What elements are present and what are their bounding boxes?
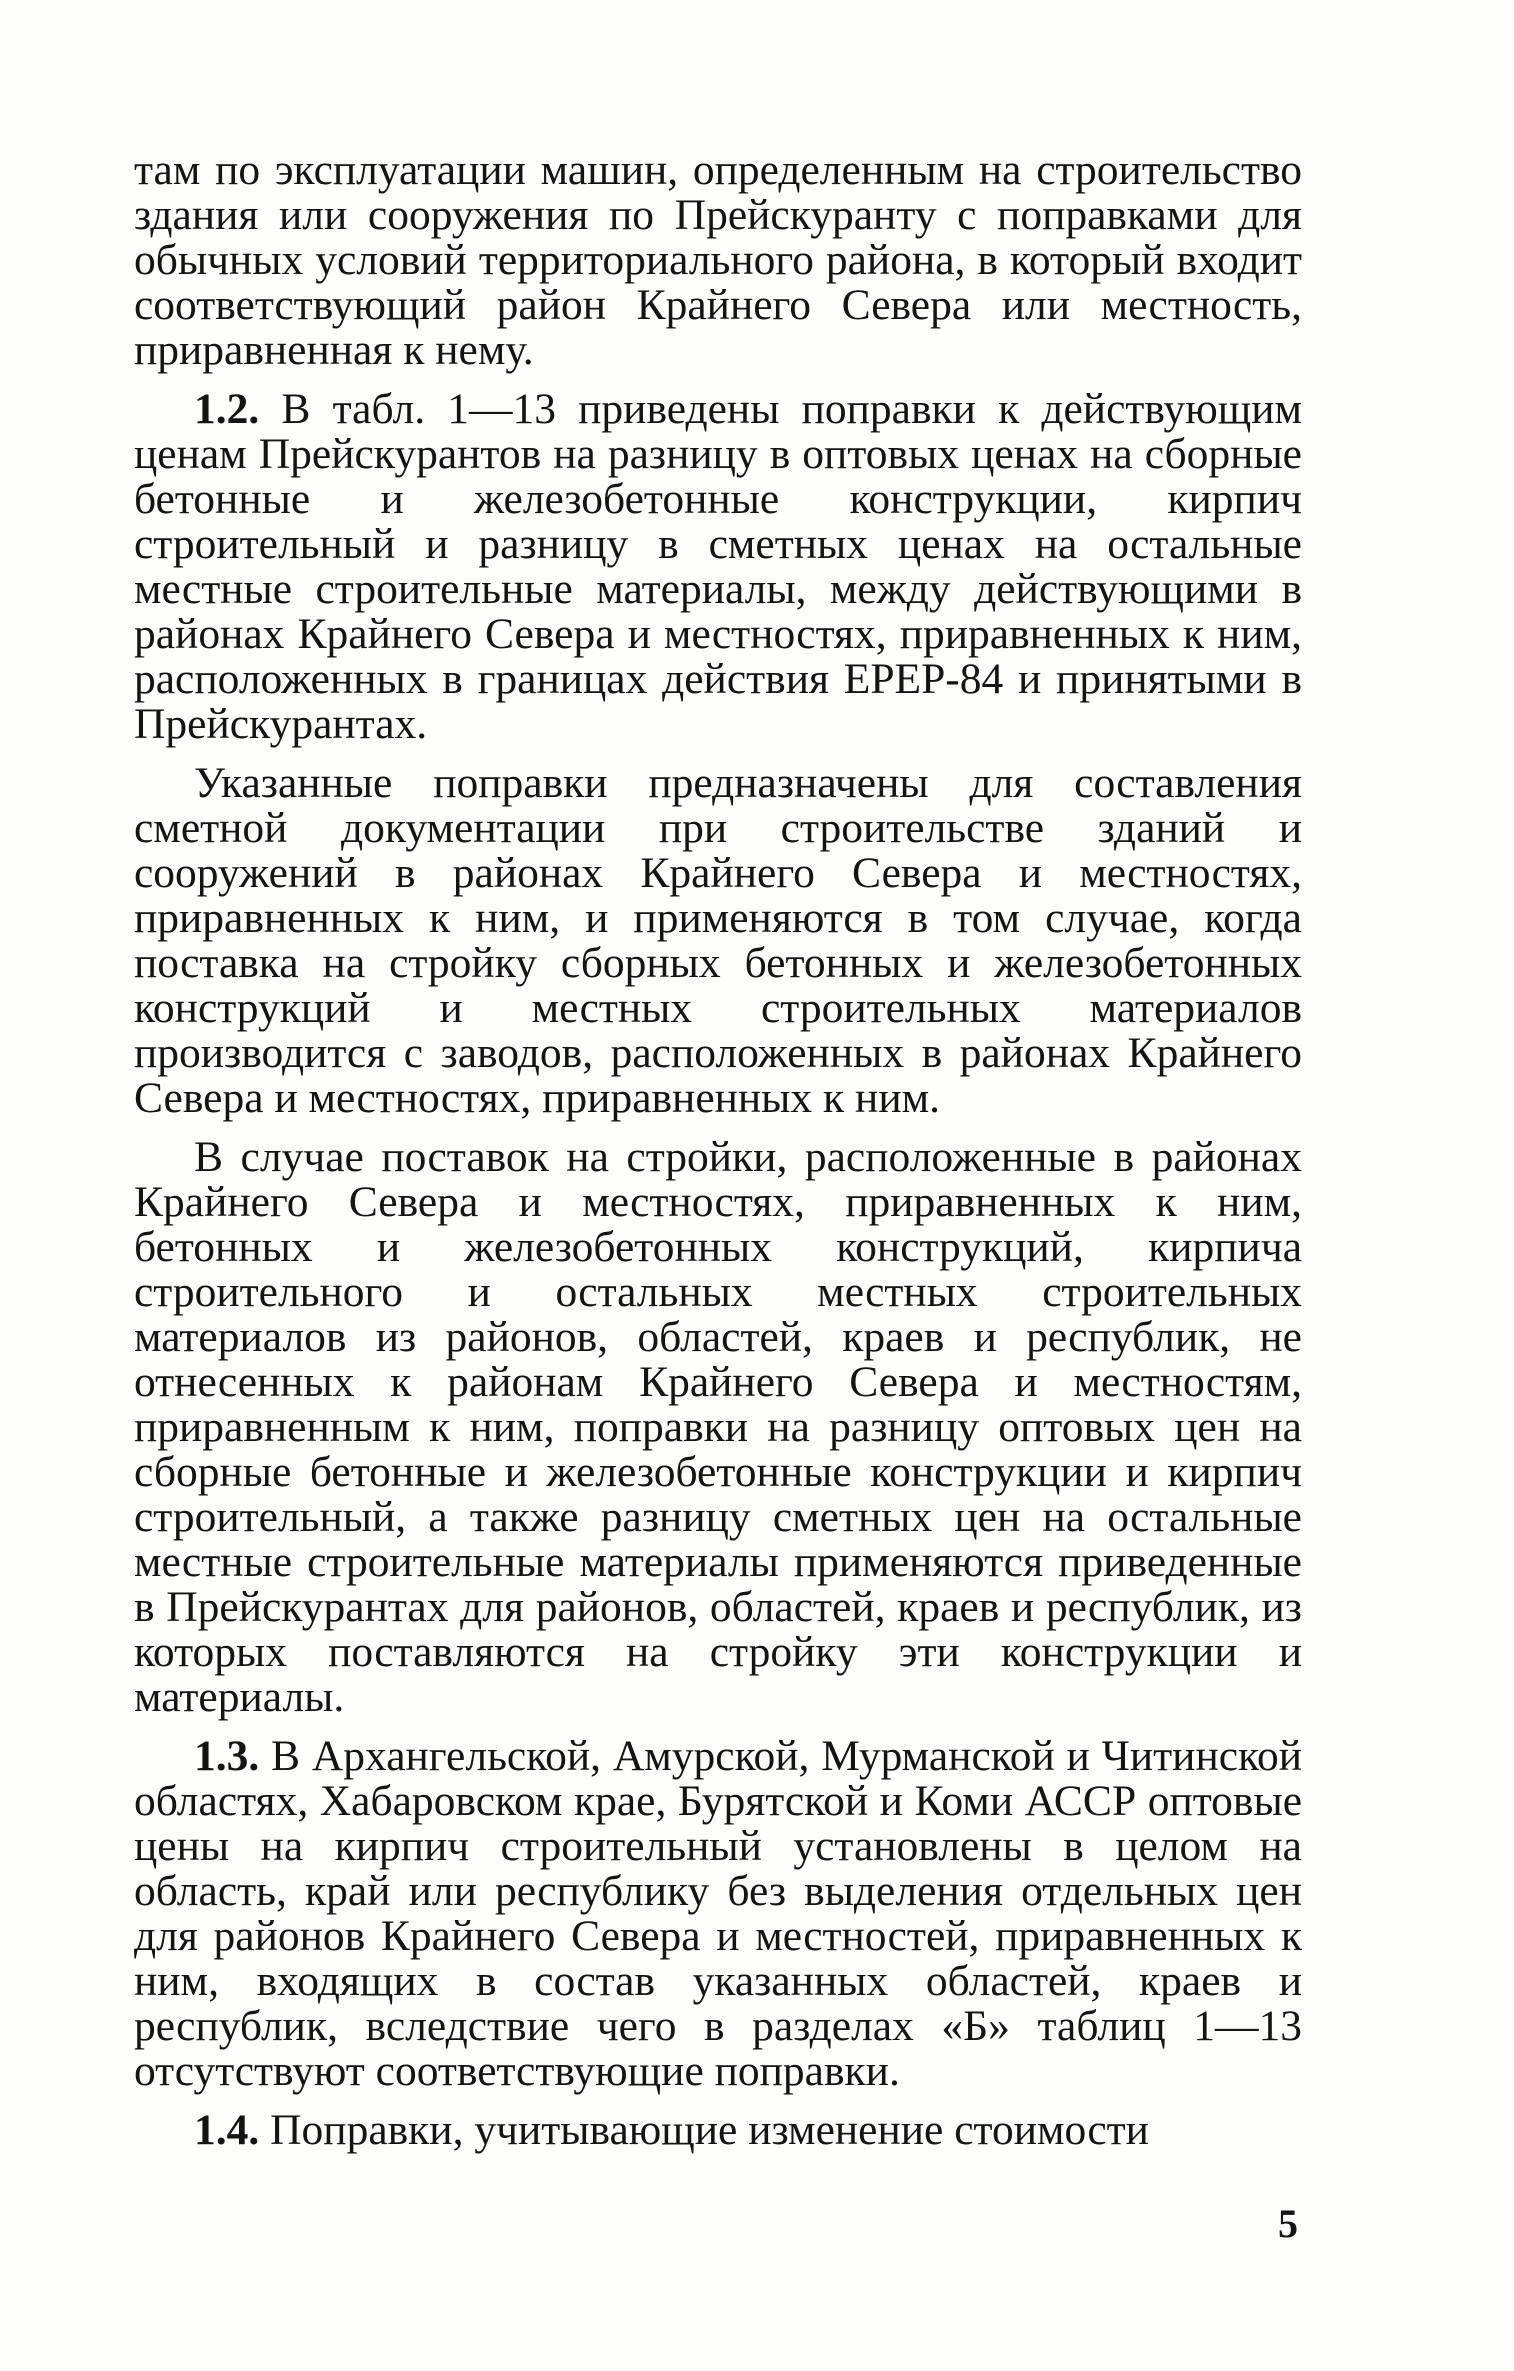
paragraph-purpose — [134, 761, 1302, 1121]
body-text — [134, 148, 1302, 2153]
paragraph-text: В табл. 1—13 приведены поправки к действующим ценам Прейскурантов на разницу в оптовых ценах на сборные бетонные и железобетонные конструкции, кирпич строительный и разницу в сметных ценах на остальные местные строительные материалы, между действующими в районах Крайнего Севера и местностях, приравненных к ним, расположенных в границах действия ЕРЕР-84 и принятыми в Прейскурантах. — [134, 385, 1302, 748]
page-number: 5 — [1278, 2201, 1298, 2246]
paragraph-continuation — [134, 148, 1302, 373]
clause-number: 1.4. — [194, 2106, 260, 2154]
paragraph-text: там по эксплуатации машин, определенным на строительство здания или сооружения по Прейскуранту с поправками для обычных условий территориального района, в который входит соответствующий район Крайнего Севера или местность, приравненная к нему. — [134, 146, 1302, 374]
paragraph-text: В Архангельской, Амурской, Мурманской и Читинской областях, Хабаровском крае, Бурятской и Коми АССР оптовые цены на кирпич строительный установлены в целом на область, край или республику без выделения отдельных цен для районов Крайнего Севера и местностей, приравненных к ним, входящих в состав указанных областей, краев и республик, вследствие чего в разделах «Б» таблиц 1—13 отсутствуют соответствующие поправки. — [134, 1732, 1302, 2095]
paragraph-clause-1-2 — [134, 387, 1302, 747]
paragraph-text: Указанные поправки предназначены для составления сметной документации при строительстве зданий и сооружений в районах Крайнего Севера и местностях, приравненных к ним, и применяются в том случае, когда поставка на стройку сборных бетонных и железобетонных конструкций и местных строительных материалов производится с заводов, расположенных в районах Крайнего Севера и местностях, приравненных к ним. — [134, 759, 1302, 1122]
paragraph-supply-case — [134, 1135, 1302, 1720]
paragraph-text: В случае поставок на стройки, расположенные в районах Крайнего Севера и местностях, приравненных к ним, бетонных и железобетонных конструкций, кирпича строительного и остальных местных строительных материалов из районов, областей, краев и республик, не отнесенных к районам Крайнего Севера и местностям, приравненным к ним, поправки на разницу оптовых цен на сборные бетонные и железобетонные конструкции и кирпич строительный, а также разницу сметных цен на остальные местные строительные материалы применяются приведенные в Прейскурантах для районов, областей, краев и республик, из которых поставляются на стройку эти конструкции и материалы. — [134, 1133, 1302, 1721]
clause-number: 1.3. — [194, 1732, 260, 1780]
clause-number: 1.2. — [194, 385, 260, 433]
paragraph-text: Поправки, учитывающие изменение стоимости — [259, 2106, 1149, 2154]
paragraph-clause-1-4 — [134, 2108, 1302, 2153]
paragraph-clause-1-3 — [134, 1734, 1302, 2094]
